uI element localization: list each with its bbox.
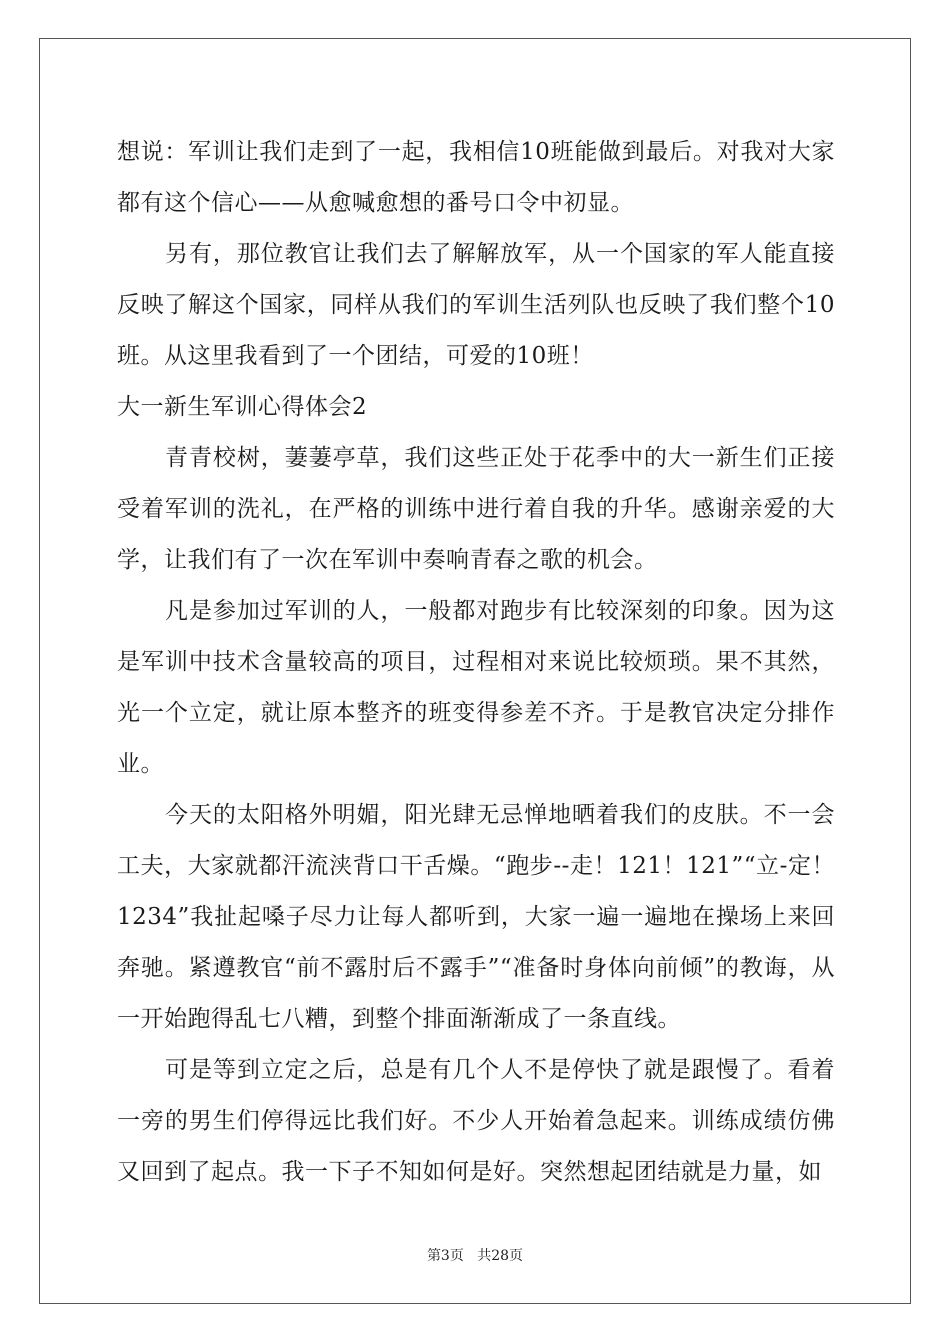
paragraph-6: 可是等到立定之后，总是有几个人不是停快了就是跟慢了。看着一旁的男生们停得远比我们好。不少人开始着急起来。训练成绩仿佛又回到了起点。我一下子不知如何是好。突然想起团结就是力量，如 bbox=[117, 1057, 835, 1185]
paragraph-4: 凡是参加过军训的人，一般都对跑步有比较深刻的印象。因为这是军训中技术含量较高的项目，过程相对来说比较烦琐。果不其然，光一个立定，就让原本整齐的班变得参差不齐。于是教官决定分排作业。 bbox=[117, 598, 835, 777]
page-footer bbox=[0, 1245, 950, 1265]
paragraph-5: 今天的太阳格外明媚，阳光肆无忌惮地晒着我们的皮肤。不一会工夫，大家就都汗流浃背口干舌燥。“跑步--走！121！121”“立-定！1234”我扯起嗓子尽力让每人都听到，大家一遍一遍地在操场上来回奔驰。紧遵教官“前不露肘后不露手”“准备时身体向前倾”的教诲，从一开始跑得乱七八糟，到整个排面渐渐成了一条直线。 bbox=[117, 802, 835, 1032]
paragraph-2: 另有，那位教官让我们去了解解放军，从一个国家的军人能直接反映了解这个国家，同样从我们的军训生活列队也反映了我们整个10班。从这里我看到了一个团结，可爱的10班！ bbox=[117, 241, 835, 369]
paragraph-3: 青青校树，萋萋亭草，我们这些正处于花季中的大一新生们正接受着军训的洗礼，在严格的训练中进行着自我的升华。感谢亲爱的大学，让我们有了一次在军训中奏响青春之歌的机会。 bbox=[117, 445, 835, 573]
document-body bbox=[117, 127, 835, 1198]
page-number: 第3页 bbox=[426, 1248, 464, 1264]
section-heading: 大一新生军训心得体会2 bbox=[117, 394, 368, 420]
page-total: 共28页 bbox=[477, 1248, 524, 1264]
paragraph-1: 想说：军训让我们走到了一起，我相信10班能做到最后。对我对大家都有这个信心——从愈喊愈想的番号口令中初显。 bbox=[117, 139, 835, 216]
